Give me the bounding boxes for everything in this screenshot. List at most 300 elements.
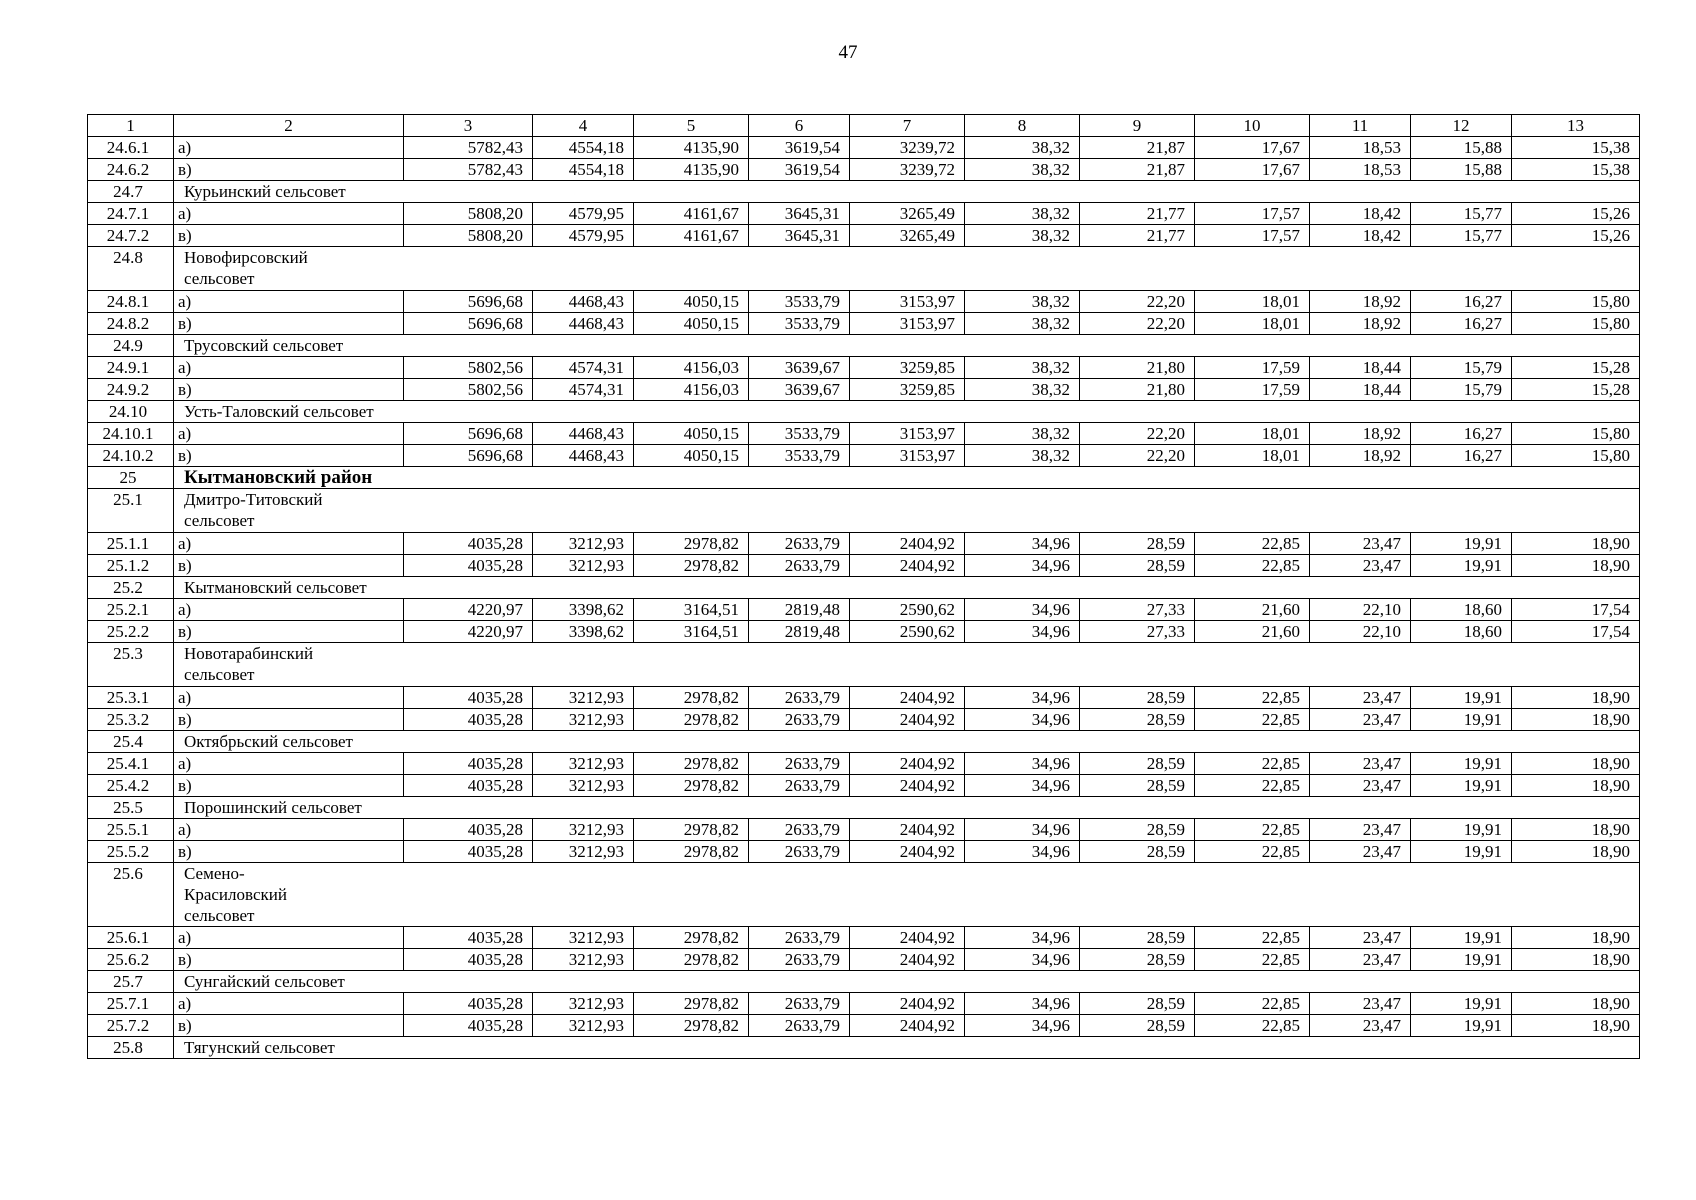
row-code: 25.1.1 (88, 533, 174, 555)
table-row (88, 203, 1640, 225)
row-code: 25.5.2 (88, 841, 174, 863)
table-cell: 34,96 (965, 555, 1080, 577)
table-row (88, 445, 1640, 467)
table-cell: 2978,82 (634, 753, 749, 775)
table-cell: 4156,03 (634, 357, 749, 379)
table-cell: 4035,28 (404, 949, 533, 971)
table-row (88, 379, 1640, 401)
table-cell: 3164,51 (634, 621, 749, 643)
row-code: 25.7.2 (88, 1015, 174, 1037)
table-cell: 19,91 (1411, 1015, 1512, 1037)
table-cell: 4220,97 (404, 621, 533, 643)
table-cell: 15,38 (1512, 159, 1640, 181)
table-row (88, 841, 1640, 863)
table-cell: 2819,48 (749, 599, 850, 621)
table-cell: 2404,92 (850, 949, 965, 971)
table-cell: 23,47 (1310, 533, 1411, 555)
row-code: 25.6.1 (88, 927, 174, 949)
table-cell: 18,90 (1512, 533, 1640, 555)
table-cell: 15,77 (1411, 225, 1512, 247)
row-code: 24.10 (88, 401, 174, 423)
table-cell: 23,47 (1310, 555, 1411, 577)
table-cell: 34,96 (965, 775, 1080, 797)
table-row (88, 137, 1640, 159)
table-cell: 22,85 (1195, 709, 1310, 731)
table-cell: 3164,51 (634, 599, 749, 621)
table-cell: 4035,28 (404, 687, 533, 709)
table-cell: 5808,20 (404, 225, 533, 247)
table-cell: 4135,90 (634, 137, 749, 159)
table-cell: 3212,93 (533, 687, 634, 709)
table-cell: 22,85 (1195, 753, 1310, 775)
table-cell: 2633,79 (749, 819, 850, 841)
page-number: 47 (838, 42, 858, 63)
table-cell: 3212,93 (533, 819, 634, 841)
table-cell: 5696,68 (404, 313, 533, 335)
row-code: 24.7.1 (88, 203, 174, 225)
table-cell: 2404,92 (850, 1015, 965, 1037)
table-cell: 4035,28 (404, 927, 533, 949)
table-cell: 4220,97 (404, 599, 533, 621)
table-cell: 28,59 (1080, 533, 1195, 555)
row-label: а) (174, 599, 404, 621)
table-row (88, 357, 1640, 379)
table-cell: 4161,67 (634, 225, 749, 247)
table-cell: 22,85 (1195, 949, 1310, 971)
table-cell: 22,10 (1310, 599, 1411, 621)
table-cell: 19,91 (1411, 819, 1512, 841)
section-title: Трусовский сельсовет (184, 336, 344, 355)
table-cell: 23,47 (1310, 753, 1411, 775)
table-cell: 4554,18 (533, 159, 634, 181)
table-cell: 19,91 (1411, 555, 1512, 577)
table-cell: 22,85 (1195, 819, 1310, 841)
table-cell: 17,59 (1195, 357, 1310, 379)
row-code: 25.6.2 (88, 949, 174, 971)
table-cell: 23,47 (1310, 709, 1411, 731)
table-cell: 2978,82 (634, 775, 749, 797)
section-title: Новофирсовский сельсовет (184, 248, 308, 288)
table-cell: 18,53 (1310, 137, 1411, 159)
table-cell: 18,92 (1310, 423, 1411, 445)
table-cell: 5696,68 (404, 445, 533, 467)
row-label: а) (174, 819, 404, 841)
table-cell: 34,96 (965, 753, 1080, 775)
row-code: 24.9.1 (88, 357, 174, 379)
table-cell: 23,47 (1310, 841, 1411, 863)
table-cell: 3212,93 (533, 993, 634, 1015)
table-cell: 2633,79 (749, 993, 850, 1015)
table-cell: 18,01 (1195, 291, 1310, 313)
table-cell: 17,57 (1195, 203, 1310, 225)
table-cell: 18,90 (1512, 949, 1640, 971)
table-cell: 15,79 (1411, 357, 1512, 379)
section-title: Кытмановский сельсовет (184, 578, 367, 597)
table-cell: 22,20 (1080, 445, 1195, 467)
table-cell: 2633,79 (749, 949, 850, 971)
table-cell: 2404,92 (850, 819, 965, 841)
table-cell: 21,87 (1080, 137, 1195, 159)
row-code: 25.8 (88, 1037, 174, 1059)
table-row (88, 291, 1640, 313)
table-cell: 2978,82 (634, 709, 749, 731)
section-title: Октябрьский сельсовет (184, 732, 353, 751)
row-code: 25.2 (88, 577, 174, 599)
column-number-row (88, 115, 1640, 137)
row-code: 24.10.2 (88, 445, 174, 467)
row-code: 25.7 (88, 971, 174, 993)
district-title: Кытмановский район (184, 467, 373, 488)
table-cell: 19,91 (1411, 927, 1512, 949)
table-cell: 4574,31 (533, 379, 634, 401)
table-cell: 2978,82 (634, 555, 749, 577)
table-cell: 34,96 (965, 949, 1080, 971)
table-row (88, 819, 1640, 841)
table-cell: 23,47 (1310, 775, 1411, 797)
table-cell: 17,59 (1195, 379, 1310, 401)
table-cell: 3533,79 (749, 445, 850, 467)
table-cell: 15,38 (1512, 137, 1640, 159)
table-cell: 18,90 (1512, 709, 1640, 731)
table-cell: 34,96 (965, 687, 1080, 709)
table-cell: 18,42 (1310, 225, 1411, 247)
table-cell: 2404,92 (850, 775, 965, 797)
section-row (88, 247, 1640, 291)
section-title: Сунгайский сельсовет (184, 972, 345, 991)
table-cell: 2633,79 (749, 709, 850, 731)
table-cell: 2633,79 (749, 1015, 850, 1037)
table-cell: 18,90 (1512, 993, 1640, 1015)
table-cell: 18,90 (1512, 819, 1640, 841)
table-cell: 2404,92 (850, 753, 965, 775)
table-cell: 4035,28 (404, 709, 533, 731)
table-cell: 28,59 (1080, 555, 1195, 577)
row-code: 25.5 (88, 797, 174, 819)
row-code: 25.2.1 (88, 599, 174, 621)
row-code: 24.10.1 (88, 423, 174, 445)
table-cell: 4035,28 (404, 775, 533, 797)
column-header: 8 (965, 115, 1080, 137)
row-label: а) (174, 291, 404, 313)
row-code: 25.3.1 (88, 687, 174, 709)
table-cell: 22,10 (1310, 621, 1411, 643)
table-cell: 2633,79 (749, 927, 850, 949)
table-cell: 23,47 (1310, 687, 1411, 709)
table-cell: 4468,43 (533, 291, 634, 313)
table-cell: 28,59 (1080, 1015, 1195, 1037)
row-code: 25.1 (88, 489, 174, 533)
row-label: а) (174, 423, 404, 445)
table-cell: 18,01 (1195, 423, 1310, 445)
table-cell: 21,80 (1080, 357, 1195, 379)
column-header: 9 (1080, 115, 1195, 137)
table-cell: 17,67 (1195, 159, 1310, 181)
table-row (88, 533, 1640, 555)
table-cell: 5696,68 (404, 423, 533, 445)
table-cell: 3212,93 (533, 775, 634, 797)
table-cell: 18,53 (1310, 159, 1411, 181)
row-code: 25.4.2 (88, 775, 174, 797)
table-cell: 15,80 (1512, 423, 1640, 445)
table-cell: 22,85 (1195, 993, 1310, 1015)
row-label: в) (174, 709, 404, 731)
table-cell: 34,96 (965, 1015, 1080, 1037)
column-header: 13 (1512, 115, 1640, 137)
table-cell: 38,32 (965, 379, 1080, 401)
table-cell: 17,57 (1195, 225, 1310, 247)
table-cell: 34,96 (965, 841, 1080, 863)
table-cell: 3645,31 (749, 225, 850, 247)
table-cell: 38,32 (965, 225, 1080, 247)
district-row (88, 467, 1640, 489)
table-row (88, 555, 1640, 577)
table-cell: 15,77 (1411, 203, 1512, 225)
section-row (88, 335, 1640, 357)
row-label: в) (174, 555, 404, 577)
table-cell: 3212,93 (533, 533, 634, 555)
table-cell: 28,59 (1080, 993, 1195, 1015)
table-cell: 34,96 (965, 927, 1080, 949)
table-row (88, 687, 1640, 709)
table-cell: 17,54 (1512, 599, 1640, 621)
section-row (88, 181, 1640, 203)
row-code: 24.8 (88, 247, 174, 291)
table-cell: 22,20 (1080, 423, 1195, 445)
row-code: 25 (88, 467, 174, 489)
row-code: 24.8.1 (88, 291, 174, 313)
table-row (88, 313, 1640, 335)
section-title: Дмитро-Титовский сельсовет (184, 490, 323, 530)
table-cell: 21,77 (1080, 225, 1195, 247)
table-cell: 19,91 (1411, 533, 1512, 555)
table-cell: 16,27 (1411, 313, 1512, 335)
table-cell: 18,92 (1310, 313, 1411, 335)
table-cell: 4468,43 (533, 313, 634, 335)
section-row (88, 1037, 1640, 1059)
table-cell: 22,20 (1080, 291, 1195, 313)
table-cell: 21,80 (1080, 379, 1195, 401)
table-cell: 2633,79 (749, 687, 850, 709)
table-cell: 23,47 (1310, 927, 1411, 949)
table-cell: 18,90 (1512, 753, 1640, 775)
row-code: 25.4 (88, 731, 174, 753)
table-cell: 15,26 (1512, 203, 1640, 225)
column-header: 4 (533, 115, 634, 137)
table-cell: 3212,93 (533, 927, 634, 949)
table-cell: 23,47 (1310, 1015, 1411, 1037)
table-cell: 18,90 (1512, 841, 1640, 863)
section-title: Тягунский сельсовет (184, 1038, 335, 1057)
table-cell: 22,85 (1195, 1015, 1310, 1037)
table-cell: 34,96 (965, 819, 1080, 841)
table-cell: 3398,62 (533, 599, 634, 621)
table-cell: 18,01 (1195, 313, 1310, 335)
table-cell: 15,79 (1411, 379, 1512, 401)
table-row (88, 709, 1640, 731)
row-label: в) (174, 841, 404, 863)
table-row (88, 949, 1640, 971)
table-cell: 38,32 (965, 291, 1080, 313)
table-cell: 15,88 (1411, 137, 1512, 159)
table-cell: 22,85 (1195, 533, 1310, 555)
column-header: 10 (1195, 115, 1310, 137)
row-code: 25.7.1 (88, 993, 174, 1015)
table-cell: 3533,79 (749, 423, 850, 445)
section-row (88, 863, 1640, 927)
table-cell: 3645,31 (749, 203, 850, 225)
table-row (88, 753, 1640, 775)
row-label: а) (174, 753, 404, 775)
table-cell: 2633,79 (749, 533, 850, 555)
row-code: 25.3 (88, 643, 174, 687)
table-cell: 4135,90 (634, 159, 749, 181)
table-cell: 4579,95 (533, 203, 634, 225)
table-cell: 23,47 (1310, 993, 1411, 1015)
table-cell: 38,32 (965, 423, 1080, 445)
row-code: 24.7.2 (88, 225, 174, 247)
section-title: Усть-Таловский сельсовет (184, 402, 374, 421)
table-cell: 4035,28 (404, 819, 533, 841)
table-cell: 34,96 (965, 599, 1080, 621)
table-cell: 28,59 (1080, 841, 1195, 863)
table-row (88, 621, 1640, 643)
table-cell: 2404,92 (850, 927, 965, 949)
table-cell: 18,44 (1310, 357, 1411, 379)
row-label: а) (174, 993, 404, 1015)
row-code: 25.4.1 (88, 753, 174, 775)
table-cell: 5782,43 (404, 159, 533, 181)
table-cell: 4161,67 (634, 203, 749, 225)
table-cell: 2404,92 (850, 841, 965, 863)
column-header: 11 (1310, 115, 1411, 137)
table-row (88, 1015, 1640, 1037)
table-row (88, 159, 1640, 181)
table-cell: 21,60 (1195, 621, 1310, 643)
section-row (88, 731, 1640, 753)
table-cell: 3153,97 (850, 291, 965, 313)
section-row (88, 489, 1640, 533)
table-cell: 28,59 (1080, 753, 1195, 775)
table-row (88, 775, 1640, 797)
table-cell: 3212,93 (533, 555, 634, 577)
table-cell: 5808,20 (404, 203, 533, 225)
table-cell: 3212,93 (533, 841, 634, 863)
table-cell: 28,59 (1080, 709, 1195, 731)
table-cell: 21,77 (1080, 203, 1195, 225)
table-cell: 38,32 (965, 203, 1080, 225)
section-row (88, 797, 1640, 819)
row-code: 24.6.2 (88, 159, 174, 181)
row-label: а) (174, 533, 404, 555)
row-code: 24.9 (88, 335, 174, 357)
table-cell: 19,91 (1411, 775, 1512, 797)
table-cell: 2633,79 (749, 753, 850, 775)
table-cell: 18,90 (1512, 555, 1640, 577)
table-cell: 18,92 (1310, 291, 1411, 313)
table-cell: 3259,85 (850, 357, 965, 379)
table-cell: 4050,15 (634, 445, 749, 467)
table-cell: 18,01 (1195, 445, 1310, 467)
table-row (88, 927, 1640, 949)
row-label: в) (174, 379, 404, 401)
table-cell: 34,96 (965, 709, 1080, 731)
table-cell: 22,85 (1195, 775, 1310, 797)
table-cell: 19,91 (1411, 753, 1512, 775)
table-cell: 3212,93 (533, 949, 634, 971)
table-cell: 4574,31 (533, 357, 634, 379)
section-title: Новотарабинский сельсовет (184, 644, 314, 684)
table-cell: 38,32 (965, 137, 1080, 159)
table-cell: 18,42 (1310, 203, 1411, 225)
table-cell: 3619,54 (749, 137, 850, 159)
row-label: в) (174, 621, 404, 643)
table-cell: 19,91 (1411, 709, 1512, 731)
table-cell: 18,60 (1411, 621, 1512, 643)
table-row (88, 993, 1640, 1015)
table-cell: 28,59 (1080, 819, 1195, 841)
row-label: в) (174, 313, 404, 335)
table-cell: 3212,93 (533, 1015, 634, 1037)
row-code: 25.3.2 (88, 709, 174, 731)
table-cell: 4035,28 (404, 555, 533, 577)
column-header: 5 (634, 115, 749, 137)
table-cell: 28,59 (1080, 927, 1195, 949)
table-cell: 4035,28 (404, 1015, 533, 1037)
table-cell: 5696,68 (404, 291, 533, 313)
section-row (88, 643, 1640, 687)
row-label: в) (174, 775, 404, 797)
table-cell: 22,20 (1080, 313, 1195, 335)
section-title: Курьинский сельсовет (184, 182, 346, 201)
table-cell: 2978,82 (634, 841, 749, 863)
table-cell: 17,54 (1512, 621, 1640, 643)
table-cell: 18,90 (1512, 687, 1640, 709)
table-cell: 3265,49 (850, 203, 965, 225)
row-label: а) (174, 357, 404, 379)
table-cell: 3212,93 (533, 709, 634, 731)
table-cell: 17,67 (1195, 137, 1310, 159)
section-title: Семено-Красиловский сельсовет (184, 864, 287, 925)
column-header: 3 (404, 115, 533, 137)
table-cell: 34,96 (965, 621, 1080, 643)
table-cell: 38,32 (965, 445, 1080, 467)
table-cell: 15,80 (1512, 313, 1640, 335)
table-cell: 27,33 (1080, 621, 1195, 643)
table-cell: 5802,56 (404, 379, 533, 401)
row-code: 25.6 (88, 863, 174, 927)
table-cell: 4468,43 (533, 445, 634, 467)
row-code: 24.6.1 (88, 137, 174, 159)
table-cell: 2819,48 (749, 621, 850, 643)
table-cell: 4579,95 (533, 225, 634, 247)
table-cell: 3265,49 (850, 225, 965, 247)
table-cell: 3153,97 (850, 313, 965, 335)
table-cell: 18,90 (1512, 1015, 1640, 1037)
table-cell: 2404,92 (850, 993, 965, 1015)
table-row (88, 423, 1640, 445)
tariff-table (87, 114, 1640, 1059)
row-label: а) (174, 927, 404, 949)
table-row (88, 225, 1640, 247)
table-cell: 2590,62 (850, 621, 965, 643)
table-cell: 2978,82 (634, 927, 749, 949)
table-cell: 3533,79 (749, 291, 850, 313)
table-cell: 22,85 (1195, 841, 1310, 863)
table-cell: 19,91 (1411, 687, 1512, 709)
row-code: 24.9.2 (88, 379, 174, 401)
column-header: 2 (174, 115, 404, 137)
table-cell: 4035,28 (404, 533, 533, 555)
